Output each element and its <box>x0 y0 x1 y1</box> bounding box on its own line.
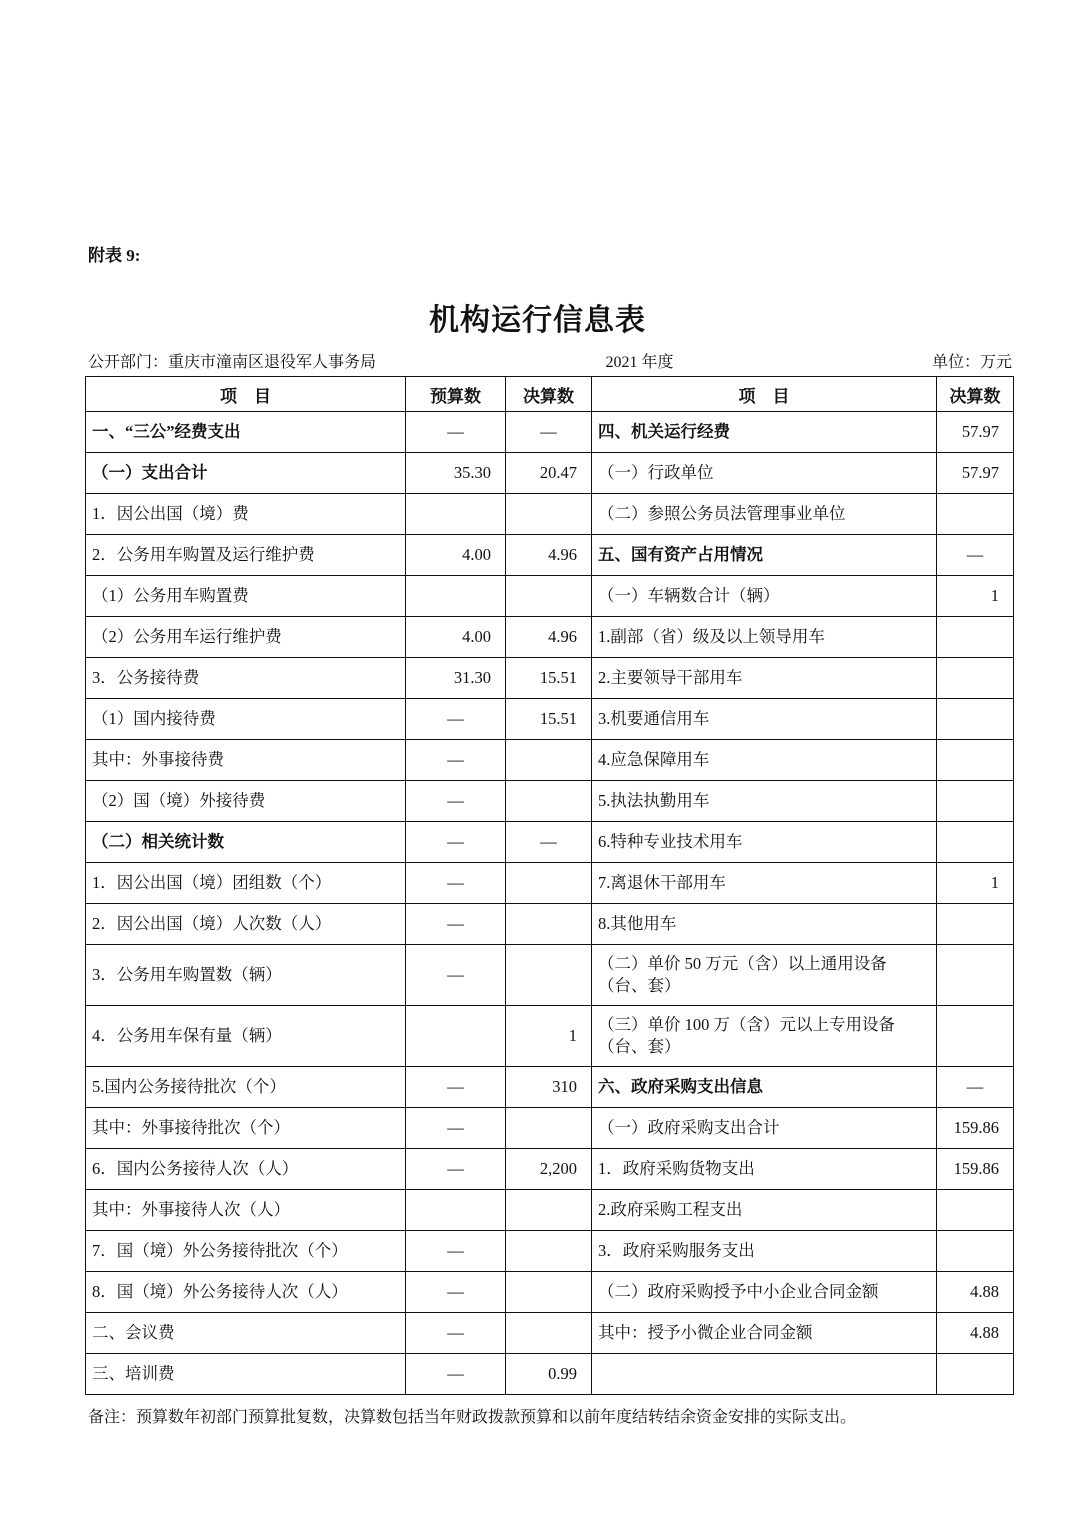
final-value <box>506 1313 592 1354</box>
item-label-left: 6．国内公务接待人次（人） <box>86 1149 406 1190</box>
final-value-right <box>937 617 1014 658</box>
item-label-left: （2）国（境）外接待费 <box>86 781 406 822</box>
final-value-right: 4.88 <box>937 1272 1014 1313</box>
final-value-right: 1 <box>937 576 1014 617</box>
year-label: 2021 年度 <box>605 354 674 371</box>
item-label-left: 三、培训费 <box>86 1354 406 1395</box>
item-label-right: （二）单价 50 万元（含）以上通用设备（台、套） <box>592 945 937 1006</box>
department-label: 公开部门：重庆市潼南区退役军人事务局 <box>88 354 377 371</box>
table-row <box>86 1108 1014 1149</box>
item-label-right: 7.离退休干部用车 <box>592 863 937 904</box>
item-label-left: 1．因公出国（境）团组数（个） <box>86 863 406 904</box>
item-label-left: （二）相关统计数 <box>86 822 406 863</box>
table-row <box>86 1313 1014 1354</box>
final-value-right <box>937 904 1014 945</box>
final-value-right: — <box>937 535 1014 576</box>
final-value-right <box>937 494 1014 535</box>
final-value: 4.96 <box>506 535 592 576</box>
final-value-right: — <box>937 1067 1014 1108</box>
budget-value: 4.00 <box>406 535 506 576</box>
item-label-left: 3．公务接待费 <box>86 658 406 699</box>
final-value: 15.51 <box>506 699 592 740</box>
budget-value: — <box>406 1149 506 1190</box>
final-value <box>506 781 592 822</box>
budget-value: 35.30 <box>406 453 506 494</box>
item-label-right: 1．政府采购货物支出 <box>592 1149 937 1190</box>
final-value-right <box>937 1006 1014 1067</box>
page-title: 机构运行信息表 <box>429 304 646 337</box>
item-label-right: 5.执法执勤用车 <box>592 781 937 822</box>
budget-value: — <box>406 904 506 945</box>
table-row <box>86 1190 1014 1231</box>
final-value: 2,200 <box>506 1149 592 1190</box>
item-label-right: （二）政府采购授予中小企业合同金额 <box>592 1272 937 1313</box>
item-label-right: 四、机关运行经费 <box>592 412 937 453</box>
final-value <box>506 945 592 1006</box>
operation-info-table <box>85 376 1014 1395</box>
final-value-right: 57.97 <box>937 453 1014 494</box>
table-meta <box>88 349 1012 372</box>
item-label-left: 8．国（境）外公务接待人次（人） <box>86 1272 406 1313</box>
table-row <box>86 740 1014 781</box>
final-value-right <box>937 699 1014 740</box>
attachment-label: 附表 9: <box>88 246 141 265</box>
final-value-right <box>937 658 1014 699</box>
table-row <box>86 904 1014 945</box>
budget-value <box>406 1006 506 1067</box>
final-value <box>506 1231 592 1272</box>
footnote: 备注：预算数年初部门预算批复数，决算数包括当年财政拨款预算和以前年度结转结余资金安排的实际支出。 <box>88 1409 857 1426</box>
final-value-right: 4.88 <box>937 1313 1014 1354</box>
final-value: 4.96 <box>506 617 592 658</box>
budget-value: — <box>406 1272 506 1313</box>
final-value-right <box>937 781 1014 822</box>
table-row <box>86 535 1014 576</box>
table-row <box>86 945 1014 1006</box>
item-label-left: 一、“三公”经费支出 <box>86 412 406 453</box>
item-label-right: 五、国有资产占用情况 <box>592 535 937 576</box>
table-row <box>86 412 1014 453</box>
final-value-right: 159.86 <box>937 1108 1014 1149</box>
final-value-right <box>937 822 1014 863</box>
budget-value: — <box>406 781 506 822</box>
final-value-right <box>937 1354 1014 1395</box>
item-label-right: 1.副部（省）级及以上领导用车 <box>592 617 937 658</box>
item-label-left: 其中：外事接待费 <box>86 740 406 781</box>
item-label-left: 其中：外事接待人次（人） <box>86 1190 406 1231</box>
budget-value: 4.00 <box>406 617 506 658</box>
header-item-right: 项 目 <box>592 377 937 412</box>
table-row <box>86 658 1014 699</box>
final-value <box>506 1190 592 1231</box>
budget-value: — <box>406 1313 506 1354</box>
item-label-right: 2.主要领导干部用车 <box>592 658 937 699</box>
final-value-right: 159.86 <box>937 1149 1014 1190</box>
item-label-right: （一）政府采购支出合计 <box>592 1108 937 1149</box>
item-label-left: （2）公务用车运行维护费 <box>86 617 406 658</box>
item-label-right: 8.其他用车 <box>592 904 937 945</box>
item-label-left: （1）国内接待费 <box>86 699 406 740</box>
final-value-right <box>937 740 1014 781</box>
final-value: — <box>506 822 592 863</box>
final-value <box>506 494 592 535</box>
final-value: 1 <box>506 1006 592 1067</box>
item-label-left: 5.国内公务接待批次（个） <box>86 1067 406 1108</box>
budget-value: — <box>406 1108 506 1149</box>
budget-value: 31.30 <box>406 658 506 699</box>
item-label-right: 3．政府采购服务支出 <box>592 1231 937 1272</box>
item-label-right: （一）车辆数合计（辆） <box>592 576 937 617</box>
final-value <box>506 863 592 904</box>
table-row <box>86 822 1014 863</box>
item-label-left: （1）公务用车购置费 <box>86 576 406 617</box>
final-value-right: 1 <box>937 863 1014 904</box>
budget-value <box>406 1190 506 1231</box>
final-value <box>506 576 592 617</box>
table-row <box>86 617 1014 658</box>
final-value: — <box>506 412 592 453</box>
budget-value: — <box>406 1231 506 1272</box>
budget-value: — <box>406 1354 506 1395</box>
final-value: 15.51 <box>506 658 592 699</box>
table-row <box>86 1149 1014 1190</box>
table-row <box>86 1067 1014 1108</box>
header-final-right: 决算数 <box>937 377 1014 412</box>
budget-value <box>406 494 506 535</box>
item-label-left: 2．公务用车购置及运行维护费 <box>86 535 406 576</box>
table-row <box>86 863 1014 904</box>
final-value <box>506 740 592 781</box>
item-label-right: 2.政府采购工程支出 <box>592 1190 937 1231</box>
table-row <box>86 781 1014 822</box>
header-item-left: 项 目 <box>86 377 406 412</box>
item-label-left: 3．公务用车购置数（辆） <box>86 945 406 1006</box>
final-value <box>506 1272 592 1313</box>
header-final: 决算数 <box>506 377 592 412</box>
item-label-right: 6.特种专业技术用车 <box>592 822 937 863</box>
final-value-right: 57.97 <box>937 412 1014 453</box>
item-label-left: 7．国（境）外公务接待批次（个） <box>86 1231 406 1272</box>
final-value: 20.47 <box>506 453 592 494</box>
unit-label: 单位：万元 <box>931 354 1012 371</box>
budget-value: — <box>406 822 506 863</box>
final-value: 0.99 <box>506 1354 592 1395</box>
item-label-left: 2．因公出国（境）人次数（人） <box>86 904 406 945</box>
budget-value: — <box>406 945 506 1006</box>
item-label-left: （一）支出合计 <box>86 453 406 494</box>
final-value <box>506 1108 592 1149</box>
table-row <box>86 1272 1014 1313</box>
item-label-right: 4.应急保障用车 <box>592 740 937 781</box>
item-label-right: （一）行政单位 <box>592 453 937 494</box>
item-label-right <box>592 1354 937 1395</box>
item-label-right: 3.机要通信用车 <box>592 699 937 740</box>
item-label-left: 1．因公出国（境）费 <box>86 494 406 535</box>
table-header-row <box>86 377 1014 412</box>
table-row <box>86 1354 1014 1395</box>
budget-value: — <box>406 740 506 781</box>
budget-value: — <box>406 699 506 740</box>
table-row <box>86 453 1014 494</box>
item-label-right: 其中：授予小微企业合同金额 <box>592 1313 937 1354</box>
budget-value: — <box>406 1067 506 1108</box>
final-value-right <box>937 945 1014 1006</box>
item-label-right: （三）单价 100 万（含）元以上专用设备（台、套） <box>592 1006 937 1067</box>
budget-value: — <box>406 412 506 453</box>
table-row <box>86 1006 1014 1067</box>
table-row <box>86 1231 1014 1272</box>
table-row <box>86 699 1014 740</box>
item-label-right: （二）参照公务员法管理事业单位 <box>592 494 937 535</box>
final-value: 310 <box>506 1067 592 1108</box>
item-label-left: 二、会议费 <box>86 1313 406 1354</box>
final-value-right <box>937 1231 1014 1272</box>
item-label-right: 六、政府采购支出信息 <box>592 1067 937 1108</box>
budget-value <box>406 576 506 617</box>
header-budget: 预算数 <box>406 377 506 412</box>
budget-value: — <box>406 863 506 904</box>
table-row <box>86 576 1014 617</box>
final-value <box>506 904 592 945</box>
item-label-left: 4．公务用车保有量（辆） <box>86 1006 406 1067</box>
final-value-right <box>937 1190 1014 1231</box>
item-label-left: 其中：外事接待批次（个） <box>86 1108 406 1149</box>
table-row <box>86 494 1014 535</box>
